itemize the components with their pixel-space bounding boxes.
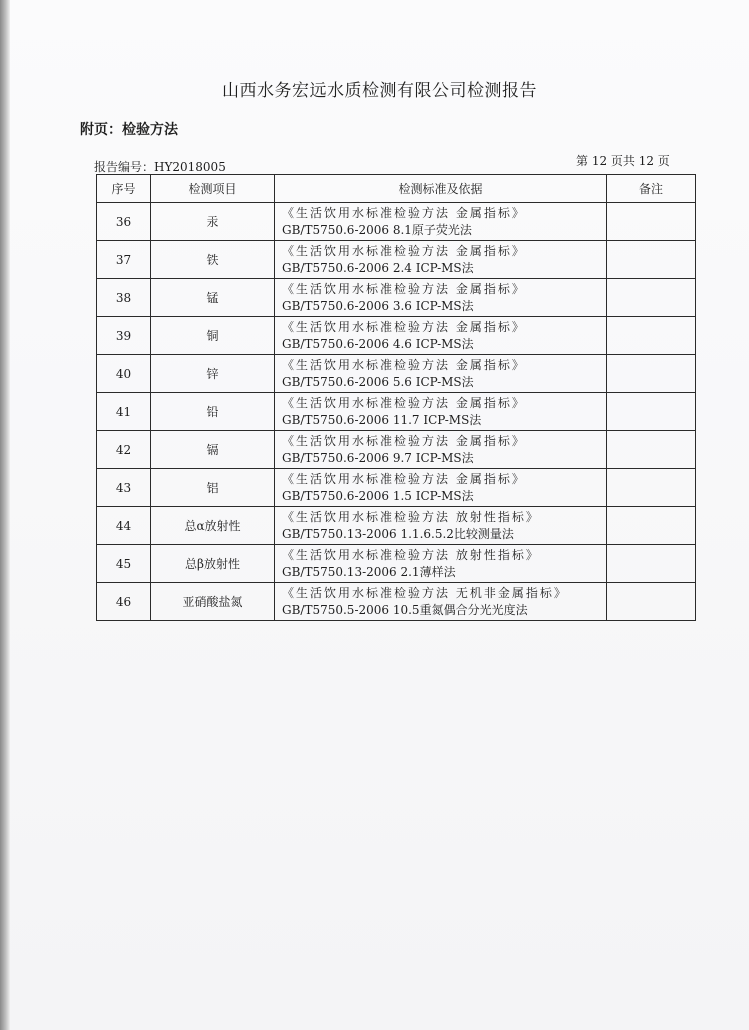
test-item: 总β放射性	[151, 545, 275, 583]
test-standard	[275, 469, 607, 507]
table-row	[97, 317, 696, 355]
test-standard	[275, 507, 607, 545]
row-number: 43	[97, 469, 151, 507]
report-title: 山西水务宏远水质检测有限公司检测报告	[222, 81, 537, 101]
table-row	[97, 279, 696, 317]
standard-code: GB/T5750.13-2006 2.1薄样法	[282, 564, 456, 579]
row-number: 41	[97, 393, 151, 431]
test-item: 亚硝酸盐氮	[151, 583, 275, 621]
test-item: 铅	[151, 393, 275, 431]
header-item: 检测项目	[151, 175, 275, 203]
report-page	[10, 0, 749, 1030]
standard-name: 《生活饮用水标准检验方法 无机非金属指标》	[282, 585, 568, 600]
row-number: 37	[97, 241, 151, 279]
standard-code: GB/T5750.6-2006 4.6 ICP-MS法	[282, 336, 474, 351]
table-body	[97, 203, 696, 621]
standard-name: 《生活饮用水标准检验方法 金属指标》	[282, 281, 526, 296]
row-number: 40	[97, 355, 151, 393]
standard-code: GB/T5750.6-2006 3.6 ICP-MS法	[282, 298, 474, 313]
test-item: 铁	[151, 241, 275, 279]
table-row	[97, 507, 696, 545]
test-standard	[275, 545, 607, 583]
test-item: 总α放射性	[151, 507, 275, 545]
remarks-cell	[607, 431, 696, 469]
test-standard	[275, 355, 607, 393]
standard-name: 《生活饮用水标准检验方法 金属指标》	[282, 319, 526, 334]
row-number: 39	[97, 317, 151, 355]
standard-name: 《生活饮用水标准检验方法 金属指标》	[282, 395, 526, 410]
remarks-cell	[607, 355, 696, 393]
remarks-cell	[607, 393, 696, 431]
header-no: 序号	[97, 175, 151, 203]
test-standard	[275, 203, 607, 241]
remarks-cell	[607, 279, 696, 317]
test-methods-table	[96, 174, 696, 621]
scan-edge-shadow	[0, 0, 10, 1030]
row-number: 45	[97, 545, 151, 583]
test-item: 铜	[151, 317, 275, 355]
table-row	[97, 203, 696, 241]
standard-name: 《生活饮用水标准检验方法 金属指标》	[282, 433, 526, 448]
test-standard	[275, 241, 607, 279]
remarks-cell	[607, 241, 696, 279]
test-standard	[275, 317, 607, 355]
standard-code: GB/T5750.6-2006 11.7 ICP-MS法	[282, 412, 482, 427]
header-standard: 检测标准及依据	[275, 175, 607, 203]
test-standard	[275, 393, 607, 431]
standard-code: GB/T5750.6-2006 8.1原子荧光法	[282, 222, 472, 237]
row-number: 46	[97, 583, 151, 621]
standard-code: GB/T5750.13-2006 1.1.6.5.2比较测量法	[282, 526, 514, 541]
standard-name: 《生活饮用水标准检验方法 放射性指标》	[282, 509, 540, 524]
remarks-cell	[607, 545, 696, 583]
remarks-cell	[607, 203, 696, 241]
table-row	[97, 355, 696, 393]
remarks-cell	[607, 507, 696, 545]
standard-code: GB/T5750.6-2006 2.4 ICP-MS法	[282, 260, 474, 275]
appendix-heading: 附页：检验方法	[80, 122, 178, 138]
header-remarks: 备注	[607, 175, 696, 203]
table-row	[97, 431, 696, 469]
standard-code: GB/T5750.6-2006 9.7 ICP-MS法	[282, 450, 474, 465]
standard-name: 《生活饮用水标准检验方法 金属指标》	[282, 205, 526, 220]
test-item: 铝	[151, 469, 275, 507]
standard-name: 《生活饮用水标准检验方法 金属指标》	[282, 357, 526, 372]
remarks-cell	[607, 583, 696, 621]
test-item: 锰	[151, 279, 275, 317]
standard-name: 《生活饮用水标准检验方法 金属指标》	[282, 243, 526, 258]
test-standard	[275, 279, 607, 317]
remarks-cell	[607, 469, 696, 507]
page-indicator: 第 12 页共 12 页	[576, 154, 670, 168]
row-number: 42	[97, 431, 151, 469]
table-row	[97, 393, 696, 431]
standard-code: GB/T5750.6-2006 1.5 ICP-MS法	[282, 488, 474, 503]
table-row	[97, 469, 696, 507]
table-header-row	[97, 175, 696, 203]
row-number: 36	[97, 203, 151, 241]
table-row	[97, 583, 696, 621]
test-item: 锌	[151, 355, 275, 393]
standard-code: GB/T5750.6-2006 5.6 ICP-MS法	[282, 374, 474, 389]
test-standard	[275, 431, 607, 469]
standard-name: 《生活饮用水标准检验方法 放射性指标》	[282, 547, 540, 562]
table-row	[97, 545, 696, 583]
row-number: 44	[97, 507, 151, 545]
test-item: 镉	[151, 431, 275, 469]
table-row	[97, 241, 696, 279]
test-standard	[275, 583, 607, 621]
row-number: 38	[97, 279, 151, 317]
remarks-cell	[607, 317, 696, 355]
test-item: 汞	[151, 203, 275, 241]
report-number: 报告编号：HY2018005	[94, 160, 226, 174]
standard-name: 《生活饮用水标准检验方法 金属指标》	[282, 471, 526, 486]
standard-code: GB/T5750.5-2006 10.5重氮偶合分光光度法	[282, 602, 528, 617]
